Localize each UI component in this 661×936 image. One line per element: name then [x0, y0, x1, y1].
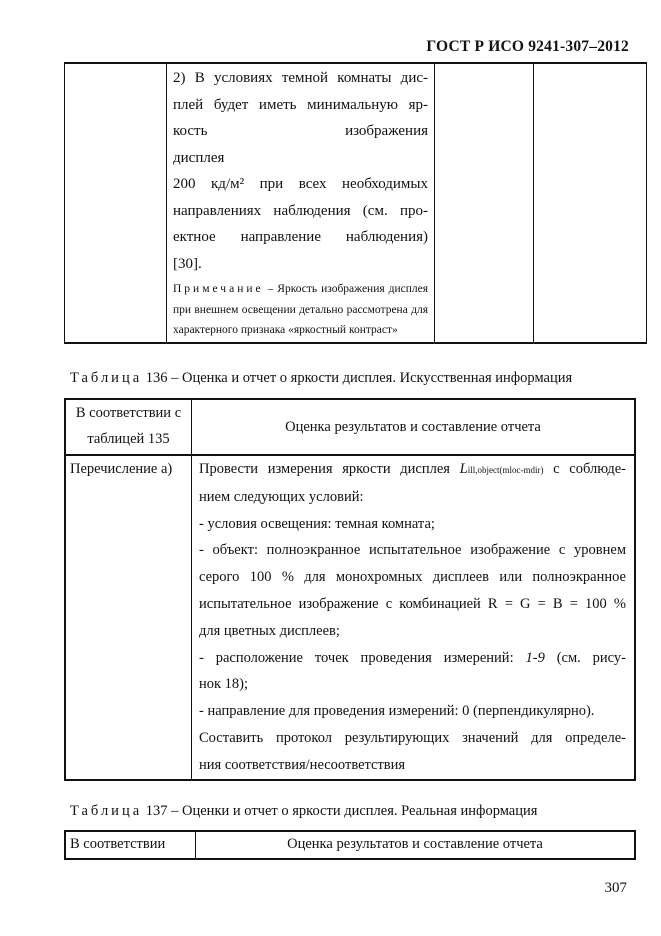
caption-label: Таблица	[70, 370, 143, 386]
content-line: Провести измерения яркости дисплея Lill,object(mloc-mdir) с соблюде-	[199, 461, 626, 477]
page-number: 307	[604, 880, 627, 896]
content-line: - условия освещения: темная комната;	[199, 515, 435, 532]
caption-text: 137 – Оценки и отчет о яркости дисплея. Реальная информация	[142, 803, 538, 819]
header-cell-col1: В соответствии	[65, 831, 196, 859]
header-cell-col2: Оценка результатов и составление отчета	[192, 399, 636, 455]
content-line: ния соответствия/несоответствия	[199, 756, 406, 773]
requirement-line: ектное направление наблюдения)	[173, 229, 428, 245]
table-136-caption	[70, 370, 572, 387]
note-text	[173, 279, 428, 341]
header-cell-col1: В соответствии с таблицей 135	[65, 399, 192, 455]
table-136	[64, 398, 636, 781]
content-line: Составить протокол результирующих значений для определе-	[199, 729, 626, 746]
table-137-caption	[70, 803, 537, 820]
table-137	[64, 830, 636, 860]
row-label-cell: Перечисление а)	[65, 455, 192, 780]
empty-cell	[65, 63, 167, 343]
requirement-line: [30].	[173, 255, 202, 272]
document-code-header: ГОСТ Р ИСО 9241-307–2012	[426, 38, 629, 55]
requirement-cell	[167, 63, 435, 343]
header-cell-col2: Оценка результатов и составление отчета	[196, 831, 636, 859]
content-line: нок 18);	[199, 676, 249, 693]
content-line: для цветных дисплеев;	[199, 622, 340, 639]
caption-label: Таблица	[70, 803, 143, 819]
requirement-line: плей будет иметь минимальную яр-	[173, 96, 428, 113]
continued-table	[64, 62, 647, 344]
requirement-line: 200 кд/м² при всех необходимых	[173, 176, 428, 192]
empty-cell	[435, 63, 534, 343]
note-body: – Яркость изображения дисплея при внешнем освещении детально рассмотрена для характерного признака «яркостный контраст»	[173, 283, 428, 336]
content-line: - объект: полноэкранное испытательное изображение с уровнем	[199, 542, 626, 559]
note-label: Примечание	[173, 283, 264, 295]
content-line: испытательное изображение с комбинацией R = G = B = 100 %	[199, 595, 626, 612]
requirement-line: 2) В условиях темной комнаты дис-	[173, 70, 428, 86]
content-line: - расположение точек проведения измерений: 1-9 (см. рису-	[199, 649, 626, 666]
content-line: нием следующих условий:	[199, 488, 364, 505]
requirement-line: направлениях наблюдения (см. про-	[173, 202, 428, 219]
row-content-cell	[192, 455, 636, 780]
content-line: серого 100 % для монохромных дисплеев или полноэкранное	[199, 569, 626, 586]
requirement-line: кость изображения дисплея	[173, 123, 428, 166]
content-line: - направление для проведения измерений: 0 (перпендикулярно).	[199, 703, 595, 720]
caption-text: 136 – Оценка и отчет о яркости дисплея. Искусственная информация	[142, 370, 573, 386]
empty-cell	[534, 63, 647, 343]
